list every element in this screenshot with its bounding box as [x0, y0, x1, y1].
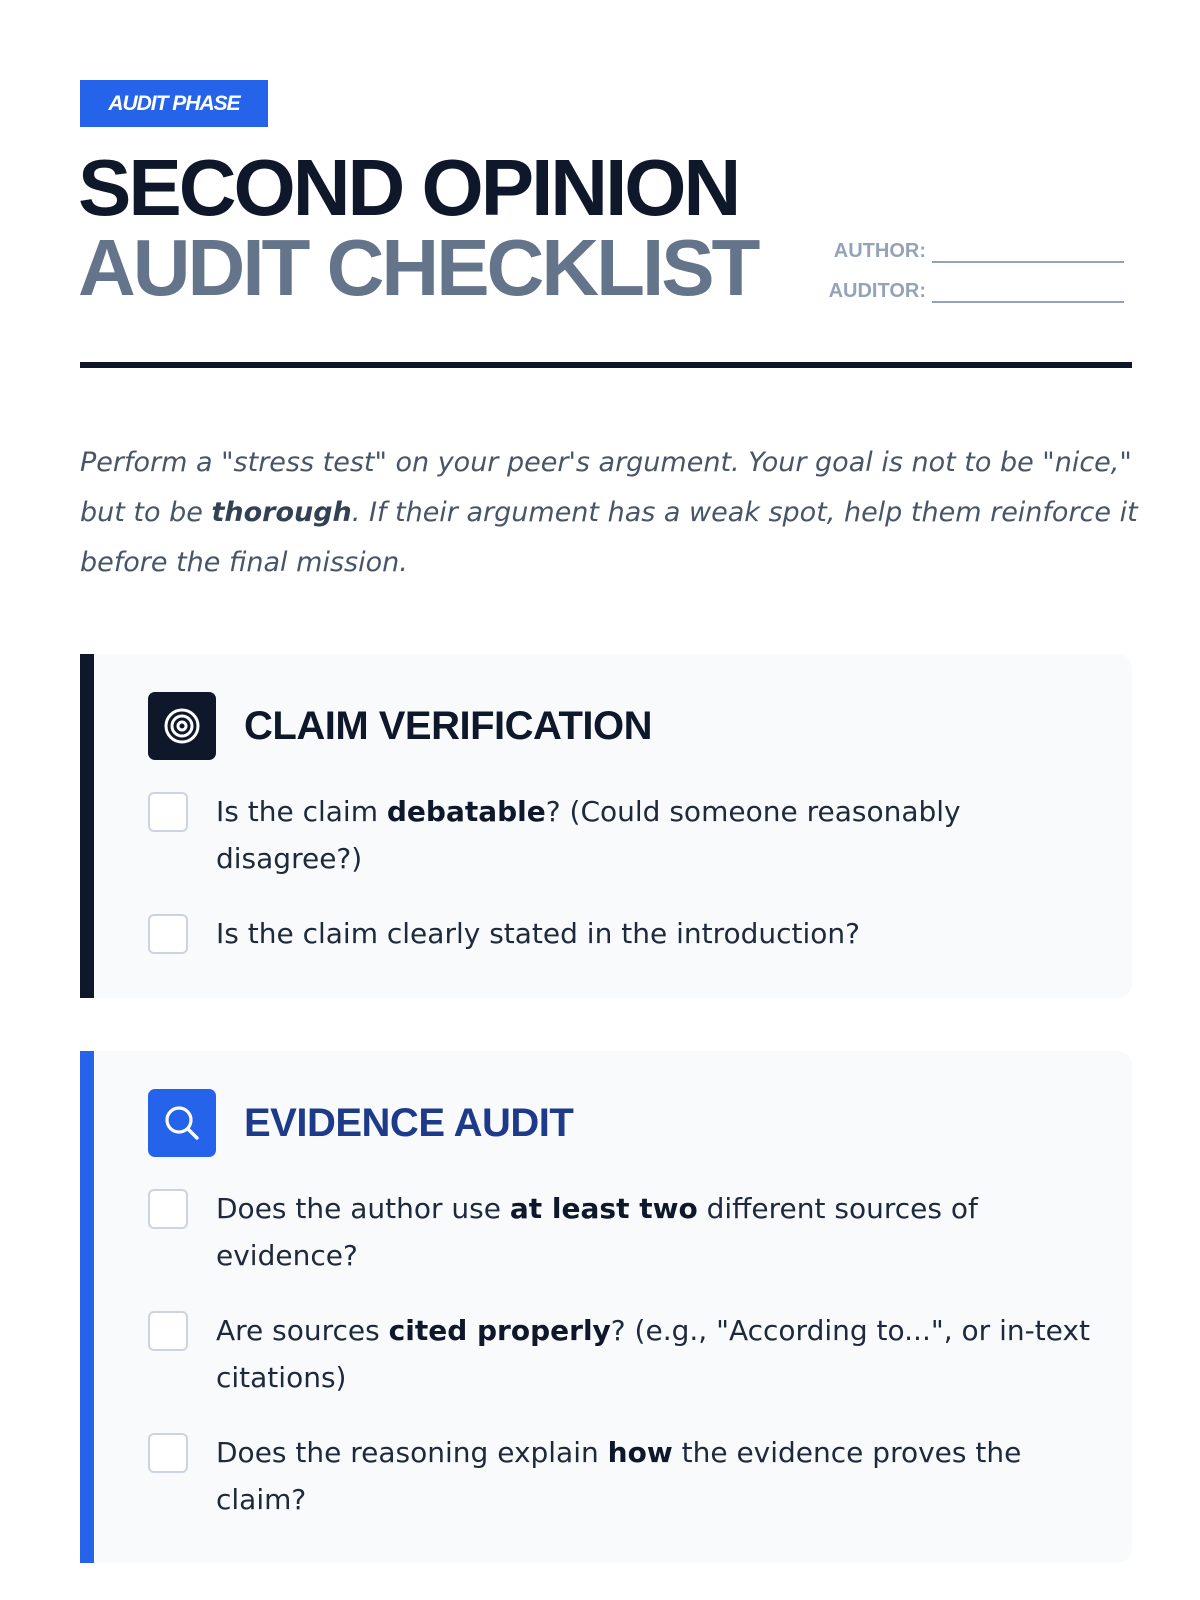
- checklist-item-text: [216, 1185, 1092, 1279]
- checklist-item-text: [216, 1429, 1092, 1523]
- checklist-item: [148, 910, 1092, 957]
- target-icon: [148, 692, 216, 760]
- item-text-bold: how: [607, 1436, 673, 1469]
- checkbox[interactable]: [148, 1189, 188, 1229]
- checklist-item-text: [216, 910, 860, 957]
- author-line[interactable]: [932, 245, 1124, 263]
- item-text-pre: Does the author use: [216, 1192, 510, 1225]
- author-label: AUTHOR:: [833, 240, 926, 262]
- item-text-post: different sources of evidence?: [216, 1192, 978, 1272]
- item-text-bold: at least two: [509, 1192, 698, 1225]
- item-text-pre: Is the claim: [216, 795, 387, 828]
- checklist-item-text: [216, 1307, 1092, 1401]
- claim-section-header: [148, 692, 1092, 760]
- auditor-field[interactable]: [829, 280, 1124, 303]
- intro-bold: thorough: [211, 497, 352, 528]
- item-text-pre: Is the claim clearly stated in the introduction?: [216, 917, 861, 950]
- phase-badge: AUDIT PHASE: [80, 80, 268, 127]
- item-text-pre: Does the reasoning explain: [216, 1436, 608, 1469]
- intro-text: [80, 438, 1140, 588]
- item-text-post: the evidence proves the claim?: [216, 1436, 1022, 1516]
- author-field[interactable]: [834, 240, 1124, 263]
- intro-part2: . If their argument has a weak spot, help them reinforce it before the final mission.: [80, 497, 1138, 578]
- claim-section-title: CLAIM VERIFICATION: [244, 703, 653, 748]
- checklist-item: [148, 1429, 1092, 1523]
- item-text-bold: debatable: [386, 795, 546, 828]
- checkbox[interactable]: [148, 1433, 188, 1473]
- evidence-audit-section: [80, 1051, 1132, 1563]
- search-icon: [148, 1089, 216, 1157]
- checklist-item: [148, 1307, 1092, 1401]
- item-text-post: ? (e.g., "According to...", or in-text citations): [216, 1314, 1090, 1394]
- claim-verification-section: [80, 654, 1132, 998]
- evidence-section-title: EVIDENCE AUDIT: [244, 1100, 574, 1145]
- checkbox[interactable]: [148, 792, 188, 832]
- intro-part1: Perform a "stress test" on your peer's argument. Your goal is not to be "nice," but to be: [80, 447, 1132, 528]
- page-title-line1: SECOND OPINION: [78, 143, 739, 232]
- auditor-line[interactable]: [932, 285, 1124, 303]
- checklist-item: [148, 788, 1092, 882]
- checkbox[interactable]: [148, 914, 188, 954]
- item-text-pre: Are sources: [216, 1314, 389, 1347]
- item-text-post: ? (Could someone reasonably disagree?): [216, 795, 961, 875]
- auditor-label: AUDITOR:: [828, 280, 926, 302]
- item-text-bold: cited properly: [388, 1314, 611, 1347]
- evidence-section-header: [148, 1089, 1092, 1157]
- checkbox[interactable]: [148, 1311, 188, 1351]
- checklist-item: [148, 1185, 1092, 1279]
- header-divider: [80, 362, 1132, 368]
- page-title-line2: AUDIT CHECKLIST: [78, 223, 758, 312]
- checklist-item-text: [216, 788, 1092, 882]
